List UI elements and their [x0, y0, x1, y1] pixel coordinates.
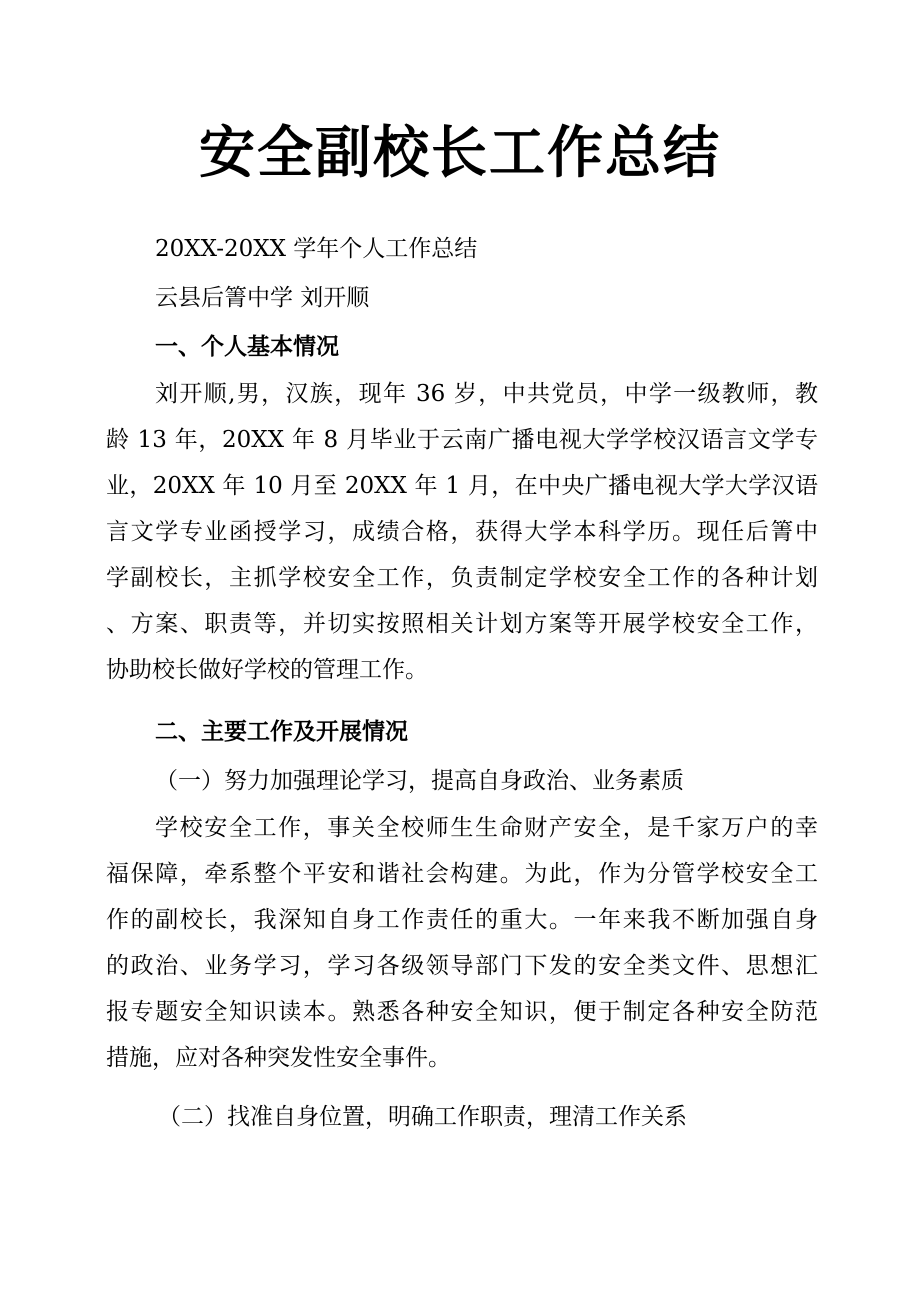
paragraph-line: 、方案、职责等，并切实按照相关计划方案等开展学校安全工作， — [106, 611, 818, 637]
paragraph-line: 措施，应对各种突发性安全事件。 — [106, 1045, 451, 1071]
paragraph-line: 言文学专业函授学习，成绩合格，获得大学本科学历。现任后箐中 — [106, 519, 818, 545]
paragraph-line: 学副校长，主抓学校安全工作，负责制定学校安全工作的各种计划 — [106, 565, 818, 591]
section1-paragraph — [106, 379, 818, 701]
subsection-heading-1: （一）努力加强理论学习，提高自身政治、业务素质 — [155, 768, 684, 794]
document-title: 安全副校长工作总结 — [199, 121, 721, 186]
subtitle: 20XX-20XX 学年个人工作总结 — [155, 236, 478, 262]
paragraph-line: 学校安全工作，事关全校师生生命财产安全，是千家万户的幸 — [155, 815, 818, 841]
paragraph-line: 的政治、业务学习，学习各级领导部门下发的安全类文件、思想汇 — [106, 953, 818, 979]
subsection1-paragraph — [106, 813, 818, 1089]
paragraph-line: 业，20XX 年 10 月至 20XX 年 1 月，在中央广播电视大学大学汉语 — [106, 473, 818, 499]
section-heading-2: 二、主要工作及开展情况 — [155, 719, 408, 745]
paragraph-line: 报专题安全知识读本。熟悉各种安全知识，便于制定各种安全防范 — [106, 999, 818, 1025]
paragraph-line: 作的副校长，我深知自身工作责任的重大。一年来我不断加强自身 — [106, 907, 818, 933]
author-line: 云县后箐中学 刘开顺 — [155, 285, 370, 311]
section-heading-1: 一、个人基本情况 — [155, 334, 339, 360]
paragraph-line: 协助校长做好学校的管理工作。 — [106, 657, 428, 683]
paragraph-line: 龄 13 年，20XX 年 8 月毕业于云南广播电视大学学校汉语言文学专 — [106, 427, 818, 453]
subsection-heading-2: （二）找准自身位置，明确工作职责，理清工作关系 — [158, 1104, 687, 1130]
paragraph-line: 福保障，牵系整个平安和谐社会构建。为此，作为分管学校安全工 — [106, 861, 818, 887]
paragraph-line: 刘开顺,男，汉族，现年 36 岁，中共党员，中学一级教师，教 — [155, 381, 818, 407]
